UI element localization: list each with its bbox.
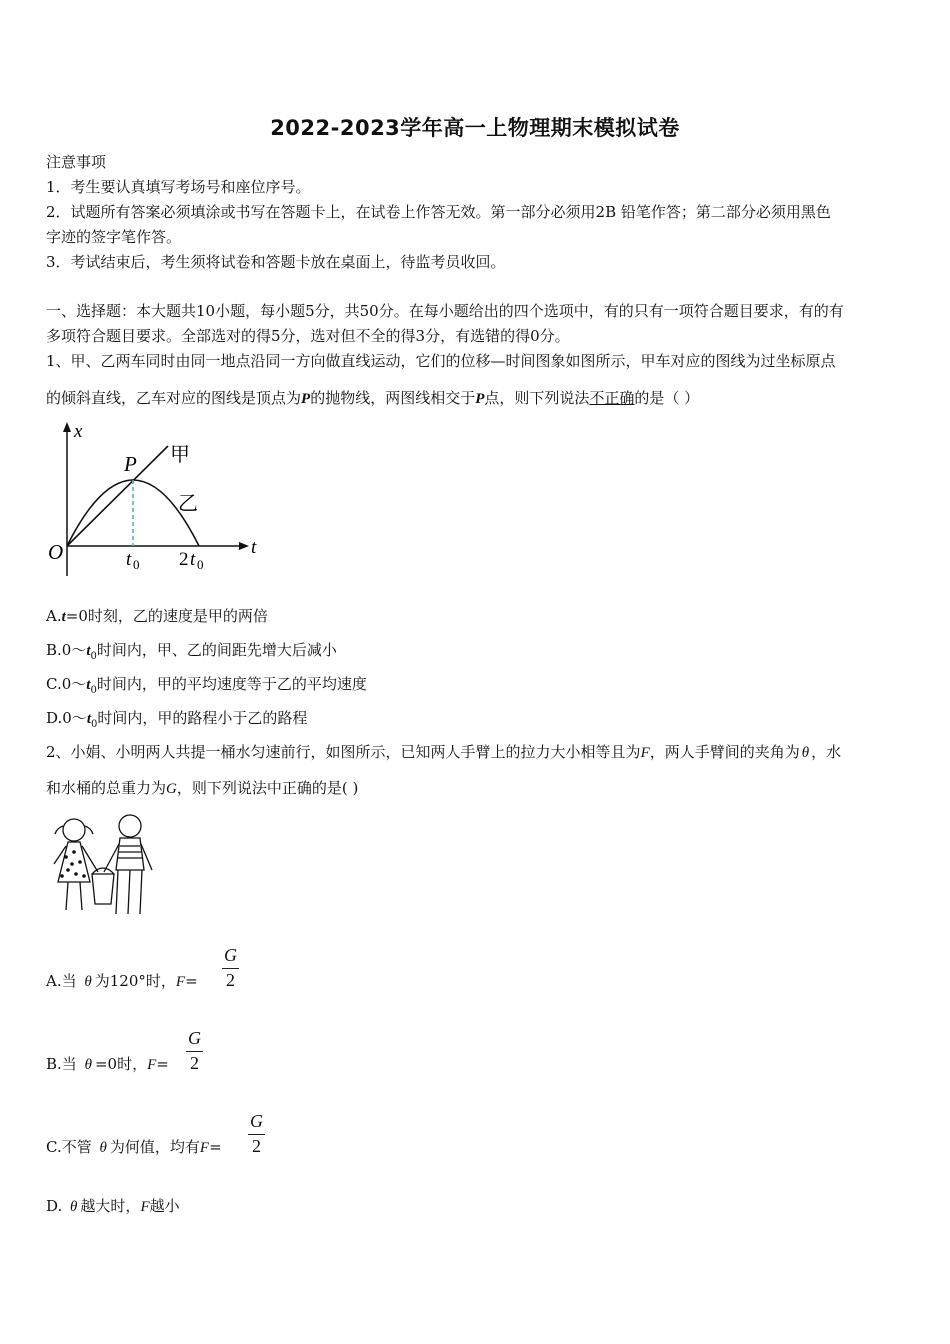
option-a-var: t <box>61 609 66 625</box>
option-a-text: =0时刻，乙的速度是甲的两倍 <box>65 607 268 625</box>
girl-arms <box>54 846 98 872</box>
t-axis-label: t <box>251 537 257 558</box>
q2-option-b-fraction <box>186 1028 203 1074</box>
option-a-label: A. <box>46 607 62 625</box>
q2-option-c-theta: θ <box>99 1140 107 1156</box>
q1-var-p2: P <box>475 391 485 407</box>
option-c-sub: 0 <box>90 685 97 696</box>
q2-option-a <box>46 970 198 991</box>
q2-text-c: ，水 <box>811 743 842 761</box>
q2-var-g: G <box>166 781 177 797</box>
q2-option-b <box>46 1053 169 1074</box>
q1-text-a: 的倾斜直线，乙车对应的图线是顶点为 <box>46 389 302 407</box>
q2-option-a-text-b: 为120°时， <box>94 972 176 990</box>
page-title: 2022-2023学年高一上物理期末模拟试卷 <box>270 116 680 140</box>
q2-option-c-text-a: C.不管 <box>46 1138 92 1156</box>
q2-text-b: ，两人手臂间的夹角为 <box>649 743 800 761</box>
q1-stem-line-1: 1、甲、乙两车同时由同一地点沿同一方向做直线运动，它们的位移—时间图象如图所示，甲车对应的图线为过坐标原点 <box>46 352 836 370</box>
q2-option-c-f: F <box>199 1140 210 1156</box>
option-d-label: D.0～ <box>46 709 87 727</box>
2t0-prefix: 2 <box>179 549 189 570</box>
bucket <box>92 874 114 904</box>
p-label: P <box>124 452 137 476</box>
q1-option-d <box>46 707 307 730</box>
q2-option-d-text-a: D. <box>46 1197 63 1215</box>
q2-option-d <box>46 1195 180 1216</box>
q2-option-b-eq: = <box>156 1055 169 1073</box>
q2-option-b-text-a: B.当 <box>46 1055 77 1073</box>
girl-head <box>63 819 85 841</box>
yi-label: 乙 <box>178 491 198 515</box>
q2-option-d-text-b: 越大时， <box>80 1197 141 1215</box>
boy-shirt <box>116 838 144 870</box>
fraction-denominator: 2 <box>252 1136 261 1156</box>
t-axis-arrow <box>239 542 249 550</box>
t0-sub: 0 <box>133 557 140 572</box>
fraction-denominator: 2 <box>190 1053 199 1073</box>
q2-option-c-text-b: 为何值，均有 <box>109 1138 200 1156</box>
bucket-handle <box>92 868 114 874</box>
q2-option-b-f: F <box>147 1057 157 1073</box>
q2-option-b-text-b: =0时， <box>94 1055 148 1073</box>
q1-xt-graph <box>40 418 280 583</box>
option-d-var: t <box>86 711 91 727</box>
option-b-var: t <box>86 643 91 659</box>
x-axis-label: x <box>74 421 83 442</box>
q2-option-a-f: F <box>175 974 186 990</box>
section-intro-line-1: 一、选择题：本大题共10小题，每小题5分，共50分。在每小题给出的四个选项中，有的只有一项符合题目要求，有的有 <box>46 302 844 320</box>
q2-var-theta: θ <box>801 745 810 761</box>
origin-label: O <box>48 540 64 564</box>
q2-option-a-text-a: A.当 <box>46 972 77 990</box>
notice-item-3: 3．考试结束后，考生须将试卷和答题卡放在桌面上，待监考员收回。 <box>46 253 506 271</box>
girl-hair <box>55 826 93 834</box>
q2-stem-line-2 <box>46 777 358 800</box>
q2-option-c-eq: = <box>209 1138 222 1156</box>
q2-option-a-theta: θ <box>84 974 92 990</box>
q2-option-d-f: F <box>140 1199 150 1215</box>
q1-text-b: 的抛物线，两图线相交于 <box>310 389 476 407</box>
q2-option-c-fraction <box>248 1111 265 1157</box>
q1-option-a <box>46 605 268 626</box>
option-c-text: 时间内，甲的平均速度等于乙的平均速度 <box>96 675 367 693</box>
q2-stem-line-1 <box>46 741 841 764</box>
t0-label: t <box>126 549 132 570</box>
option-d-sub: 0 <box>90 719 98 730</box>
notice-item-2-cont: 字迹的签字笔作答。 <box>46 228 182 246</box>
q1-option-c <box>46 673 367 696</box>
q2-option-a-eq: = <box>185 972 198 990</box>
q2-option-d-text-c: 越小 <box>149 1197 180 1215</box>
fraction-numerator: G <box>222 945 239 969</box>
option-d-text: 时间内，甲的路程小于乙的路程 <box>97 709 308 727</box>
children-bucket-illustration <box>44 812 162 922</box>
q2-text-a: 2、小娟、小明两人共提一桶水匀速前行，如图所示，已知两人手臂上的拉力大小相等且为 <box>46 743 641 761</box>
q2-var-f: F <box>640 745 650 761</box>
q2-option-a-fraction <box>222 945 239 991</box>
q1-text-c: 点，则下列说法 <box>484 389 590 407</box>
q1-stem-line-2 <box>46 387 699 410</box>
jia-label: 甲 <box>170 442 190 466</box>
boy-head <box>119 815 141 837</box>
fraction-numerator: G <box>248 1111 265 1135</box>
jia-line <box>67 446 168 546</box>
option-b-label: B.0～ <box>46 641 87 659</box>
q2-option-b-theta: θ <box>84 1057 92 1073</box>
option-c-var: t <box>86 677 91 693</box>
boy-trousers <box>116 870 142 914</box>
q2-text-e: ，则下列说法中正确的是( ) <box>176 779 359 797</box>
fraction-numerator: G <box>186 1028 203 1052</box>
notice-item-1: 1．考生要认真填写考场号和座位序号。 <box>46 178 311 196</box>
x-axis-arrow <box>63 422 71 432</box>
option-c-label: C.0～ <box>46 675 87 693</box>
q1-underlined: 不正确 <box>589 389 635 407</box>
option-b-sub: 0 <box>90 651 97 662</box>
girl-legs <box>66 882 82 910</box>
2t0-t: t <box>190 549 196 570</box>
notice-heading: 注意事项 <box>46 153 107 171</box>
q1-var-p: P <box>301 391 311 407</box>
q2-option-d-theta: θ <box>70 1199 78 1215</box>
q2-text-d: 和水桶的总重力为 <box>46 779 167 797</box>
q1-text-d: 的是（ ） <box>634 389 700 407</box>
fraction-denominator: 2 <box>226 970 235 990</box>
q2-option-c <box>46 1136 222 1157</box>
notice-item-2: 2．试题所有答案必须填涂或书写在答题卡上，在试卷上作答无效。第一部分必须用2B 铅笔作答；第二部分必须用黑色 <box>46 203 831 221</box>
dress-dots <box>60 850 86 878</box>
option-b-text: 时间内，甲、乙的间距先增大后减小 <box>96 641 337 659</box>
2t0-sub: 0 <box>197 557 204 572</box>
section-intro-line-2: 多项符合题目要求。全部选对的得5分，选对但不全的得3分，有选错的得0分。 <box>46 327 570 345</box>
q1-option-b <box>46 639 337 662</box>
shirt-stripes <box>118 846 142 858</box>
